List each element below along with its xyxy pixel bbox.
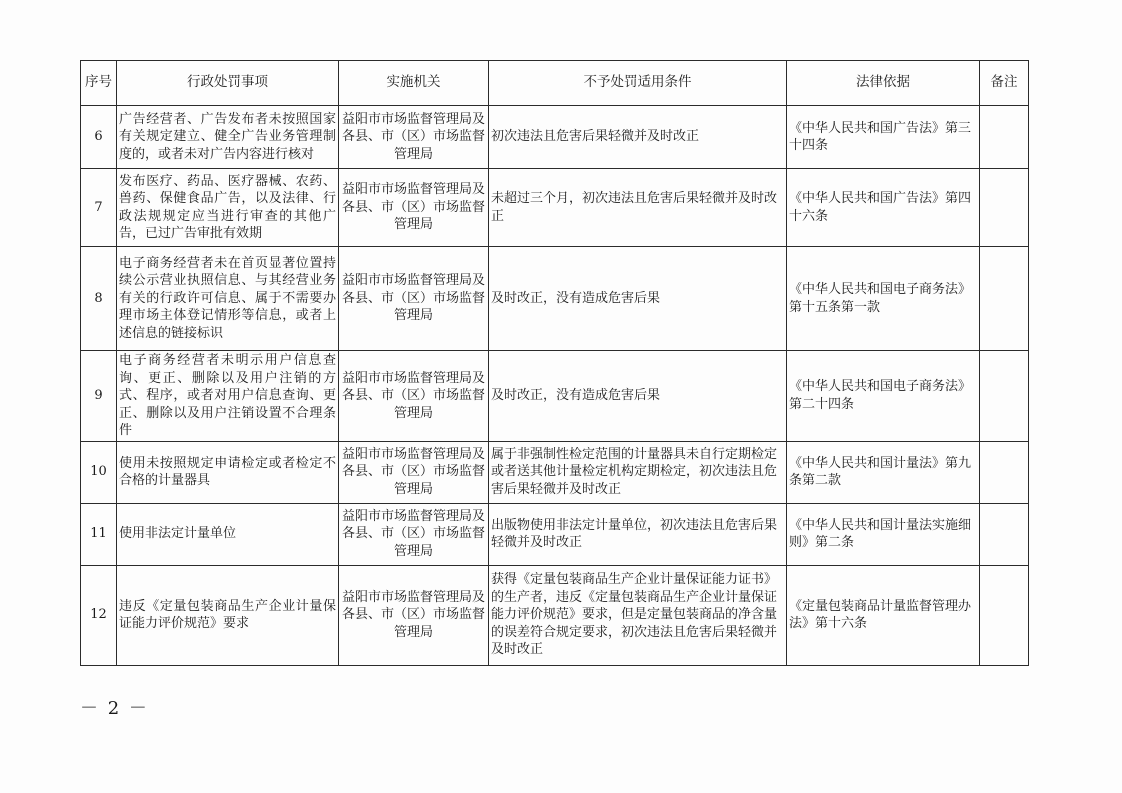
table-row [81, 351, 1029, 442]
row-matter: 发布医疗、药品、医疗器械、农药、兽药、保健食品广告，以及法律、行政法规规定应当进行审查的其他广告，已过广告审批有效期 [117, 169, 339, 247]
row-remark [980, 106, 1029, 169]
row-no: 11 [81, 503, 117, 565]
table-row [81, 106, 1029, 169]
row-basis: 《中华人民共和国电子商务法》第二十四条 [787, 351, 980, 442]
header-condition: 不予处罚适用条件 [489, 61, 787, 106]
row-basis: 《中华人民共和国计量法实施细则》第二条 [787, 503, 980, 565]
table-row [81, 441, 1029, 503]
row-no: 12 [81, 565, 117, 665]
row-remark [980, 351, 1029, 442]
header-no: 序号 [81, 61, 117, 106]
row-condition: 及时改正，没有造成危害后果 [489, 247, 787, 351]
row-condition: 初次违法且危害后果轻微并及时改正 [489, 106, 787, 169]
row-agency: 益阳市市场监督管理局及各县、市（区）市场监督管理局 [339, 247, 489, 351]
row-agency: 益阳市市场监督管理局及各县、市（区）市场监督管理局 [339, 565, 489, 665]
row-agency: 益阳市市场监督管理局及各县、市（区）市场监督管理局 [339, 106, 489, 169]
header-remark: 备注 [980, 61, 1029, 106]
row-remark [980, 503, 1029, 565]
row-remark [980, 565, 1029, 665]
row-condition: 属于非强制性检定范围的计量器具未自行定期检定或者送其他计量检定机构定期检定，初次违法且危害后果轻微并及时改正 [489, 441, 787, 503]
row-agency: 益阳市市场监督管理局及各县、市（区）市场监督管理局 [339, 503, 489, 565]
row-condition: 未超过三个月，初次违法且危害后果轻微并及时改正 [489, 169, 787, 247]
row-matter: 使用未按照规定申请检定或者检定不合格的计量器具 [117, 441, 339, 503]
row-agency: 益阳市市场监督管理局及各县、市（区）市场监督管理局 [339, 169, 489, 247]
table-row [81, 247, 1029, 351]
row-matter: 使用非法定计量单位 [117, 503, 339, 565]
row-agency: 益阳市市场监督管理局及各县、市（区）市场监督管理局 [339, 441, 489, 503]
row-basis: 《中华人民共和国电子商务法》第十五条第一款 [787, 247, 980, 351]
row-remark [980, 247, 1029, 351]
row-basis: 《中华人民共和国广告法》第三十四条 [787, 106, 980, 169]
row-condition: 获得《定量包装商品生产企业计量保证能力证书》的生产者，违反《定量包装商品生产企业计量保证能力评价规范》要求，但是定量包装商品的净含量的误差符合规定要求，初次违法且危害后果轻微并及时改正 [489, 565, 787, 665]
table-row [81, 169, 1029, 247]
row-no: 9 [81, 351, 117, 442]
penalty-exemption-table [80, 60, 1029, 666]
row-basis: 《中华人民共和国计量法》第九条第二款 [787, 441, 980, 503]
row-basis: 《定量包装商品计量监督管理办法》第十六条 [787, 565, 980, 665]
row-no: 8 [81, 247, 117, 351]
header-matter: 行政处罚事项 [117, 61, 339, 106]
row-matter: 广告经营者、广告发布者未按照国家有关规定建立、健全广告业务管理制度的，或者未对广告内容进行核对 [117, 106, 339, 169]
row-matter: 违反《定量包装商品生产企业计量保证能力评价规范》要求 [117, 565, 339, 665]
page-number: － 2 － [80, 698, 149, 719]
row-condition: 及时改正，没有造成危害后果 [489, 351, 787, 442]
row-matter: 电子商务经营者未明示用户信息查询、更正、删除以及用户注销的方式、程序，或者对用户信息查询、更正、删除以及用户注销设置不合理条件 [117, 351, 339, 442]
row-no: 6 [81, 106, 117, 169]
row-no: 7 [81, 169, 117, 247]
row-no: 10 [81, 441, 117, 503]
table-row [81, 503, 1029, 565]
row-remark [980, 441, 1029, 503]
header-basis: 法律依据 [787, 61, 980, 106]
row-matter: 电子商务经营者未在首页显著位置持续公示营业执照信息、与其经营业务有关的行政许可信息、属于不需要办理市场主体登记情形等信息，或者上述信息的链接标识 [117, 247, 339, 351]
table-header-row [81, 61, 1029, 106]
header-agency: 实施机关 [339, 61, 489, 106]
row-remark [980, 169, 1029, 247]
row-agency: 益阳市市场监督管理局及各县、市（区）市场监督管理局 [339, 351, 489, 442]
row-condition: 出版物使用非法定计量单位，初次违法且危害后果轻微并及时改正 [489, 503, 787, 565]
row-basis: 《中华人民共和国广告法》第四十六条 [787, 169, 980, 247]
table-row [81, 565, 1029, 665]
